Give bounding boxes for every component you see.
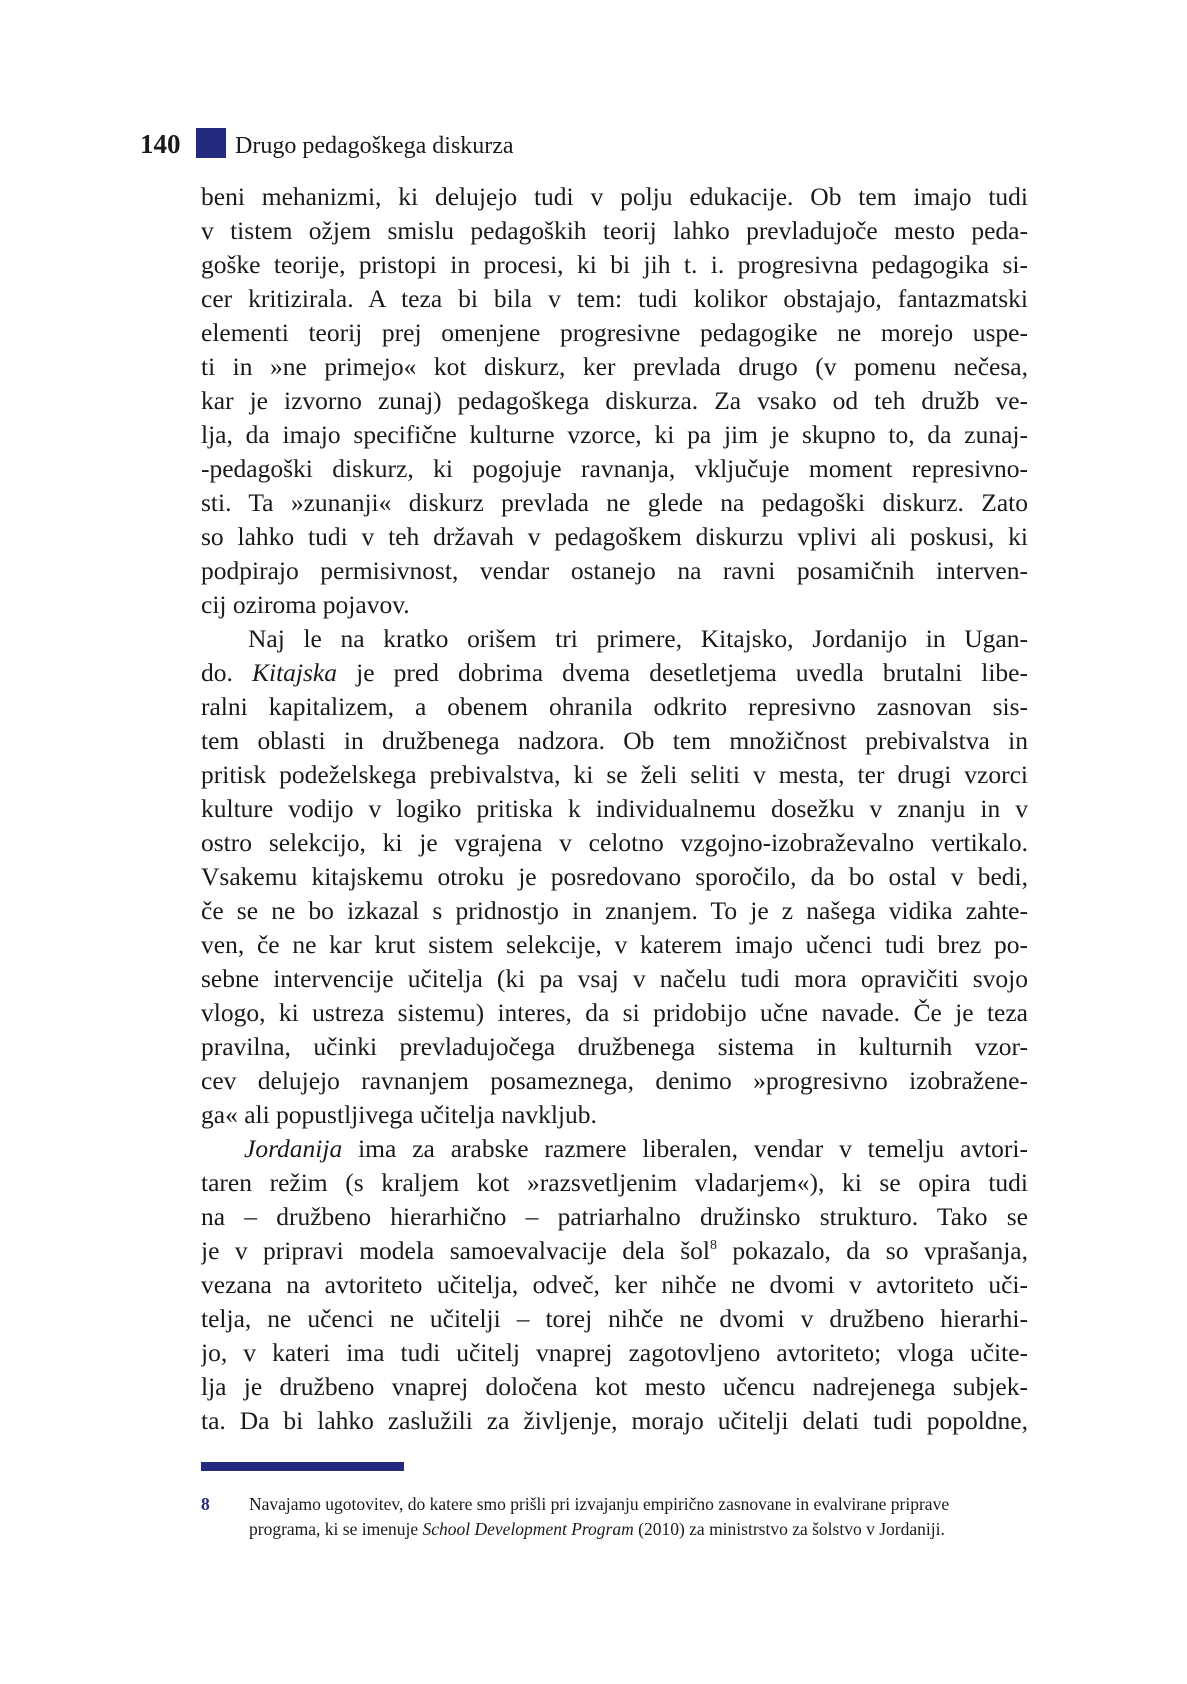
text-line: so lahko tudi v teh državah v pedagoškem diskurzu vplivi ali poskusi, ki xyxy=(201,522,1028,551)
text-run: ima za arabske razmere liberalen, vendar v temelju avtori- xyxy=(342,1134,1028,1163)
text-line: pritisk podeželskega prebivalstva, ki se želi seliti v mesta, ter drugi vzorci xyxy=(201,760,1028,789)
text-line: cer kritizirala. A teza bi bila v tem: tudi kolikor obstajajo, fantazmatski xyxy=(201,284,1028,313)
footnote-line: Navajamo ugotovitev, do katere smo prišli pri izvajanju empirično zasnovane in evalvirane priprave xyxy=(249,1494,950,1514)
text-line: na – družbeno hierarhično – patriarhalno družinsko strukturo. Tako se xyxy=(201,1202,1028,1231)
page-number: 140 xyxy=(140,129,181,159)
footnote-line xyxy=(249,1517,1031,1542)
text-line: telja, ne učenci ne učitelji – torej nihče ne dvomi v družbeno hierarhi- xyxy=(201,1304,1028,1333)
text-line: v tistem ožjem smislu pedagoških teorij lahko prevladujoče mesto peda- xyxy=(201,216,1028,245)
text-line: elementi teorij prej omenjene progresivne pedagogike ne morejo uspe- xyxy=(201,318,1028,347)
text-line: -pedagoški diskurz, ki pogojuje ravnanja, vključuje moment represivno- xyxy=(201,454,1028,483)
text-run: pokazalo, da so vprašanja, xyxy=(716,1236,1028,1265)
footnote-divider xyxy=(201,1462,404,1471)
body-text xyxy=(201,180,1028,1438)
footnote-number: 8 xyxy=(201,1494,210,1514)
text-line: Naj le na kratko orišem tri primere, Kitajsko, Jordanijo in Ugan- xyxy=(248,624,1028,653)
text-line: Vsakemu kitajskemu otroku je posredovano sporočilo, da bo ostal v bedi, xyxy=(201,862,1028,891)
text-line: kulture vodijo v logiko pritiska k individualnemu dosežku v znanju in v xyxy=(201,794,1028,823)
text-line: jo, v kateri ima tudi učitelj vnaprej zagotovljeno avtoriteto; vloga učite- xyxy=(201,1338,1028,1367)
text-line: sebne intervencije učitelja (ki pa vsaj v načelu tudi mora opravičiti svojo xyxy=(201,964,1028,993)
text-line: ven, če ne kar krut sistem selekcije, v katerem imajo učenci tudi brez po- xyxy=(201,930,1028,959)
running-title: Drugo pedagoškega diskurza xyxy=(235,133,514,159)
footnote xyxy=(201,1492,1031,1542)
text-line: ostro selekcijo, ki je vgrajena v celotno vzgojno-izobraževalno vertikalo. xyxy=(201,828,1028,857)
italic-title: School Development Program xyxy=(422,1519,634,1539)
text-run: je pred dobrima dvema desetletjema uvedla brutalni libe- xyxy=(337,658,1028,687)
text-line: goške teorije, pristopi in procesi, ki bi jih t. i. progresivna pedagogika si- xyxy=(201,250,1028,279)
italic-term-jordanija: Jordanija xyxy=(244,1134,343,1163)
footnote-ref[interactable]: 8 xyxy=(709,1238,717,1253)
text-line: lja je družbeno vnaprej določena kot mesto učencu nadrejenega subjek- xyxy=(201,1372,1028,1401)
text-run: (2010) za ministrstvo za šolstvo v Jordaniji. xyxy=(633,1519,945,1539)
text-run: do. xyxy=(201,658,252,687)
text-line: lja, da imajo specifične kulturne vzorce, ki pa jim je skupno to, da zunaj- xyxy=(201,420,1028,449)
text-line xyxy=(201,1132,1028,1166)
text-line: ta. Da bi lahko zaslužili za življenje, morajo učitelji delati tudi popoldne, xyxy=(201,1406,1028,1435)
text-line: taren režim (s kraljem kot »razsvetljenim vladarjem«), ki se opira tudi xyxy=(201,1168,1028,1197)
text-line xyxy=(201,1234,1028,1268)
text-line: pravilna, učinki prevladujočega družbenega sistema in kulturnih vzor- xyxy=(201,1032,1028,1061)
text-line: vezana na avtoriteto učitelja, odveč, ker nihče ne dvomi v avtoriteto uči- xyxy=(201,1270,1028,1299)
header-square-icon xyxy=(196,128,226,158)
running-head xyxy=(140,126,514,158)
text-line: beni mehanizmi, ki delujejo tudi v polju edukacije. Ob tem imajo tudi xyxy=(201,182,1028,211)
text-line: tem oblasti in družbenega nadzora. Ob tem množičnost prebivalstva in xyxy=(201,726,1028,755)
text-line: ti in »ne primejo« kot diskurz, ker prevlada drugo (v pomenu nečesa, xyxy=(201,352,1028,381)
italic-term-kitajska: Kitajska xyxy=(251,658,337,687)
text-line: cev delujejo ravnanjem posameznega, denimo »progresivno izobražene- xyxy=(201,1066,1028,1095)
text-line: sti. Ta »zunanji« diskurz prevlada ne glede na pedagoški diskurz. Zato xyxy=(201,488,1028,517)
text-line: ga« ali popustljivega učitelja navkljub. xyxy=(201,1100,597,1129)
text-line xyxy=(201,656,1028,690)
text-run: programa, ki se imenuje xyxy=(249,1519,423,1539)
text-run: je v pripravi modela samoevalvacije dela šol xyxy=(201,1236,710,1265)
text-line: podpirajo permisivnost, vendar ostanejo na ravni posamičnih interven- xyxy=(201,556,1028,585)
text-line: vlogo, ki ustreza sistemu) interes, da si pridobijo učne navade. Če je teza xyxy=(201,998,1028,1027)
text-line: če se ne bo izkazal s pridnostjo in znanjem. To je z našega vidika zahte- xyxy=(201,896,1028,925)
text-line: cij oziroma pojavov. xyxy=(201,590,410,619)
text-line: ralni kapitalizem, a obenem ohranila odkrito represivno zasnovan sis- xyxy=(201,692,1028,721)
footnote-text xyxy=(249,1492,1031,1542)
text-line: kar je izvorno zunaj) pedagoškega diskurza. Za vsako od teh družb ve- xyxy=(201,386,1028,415)
